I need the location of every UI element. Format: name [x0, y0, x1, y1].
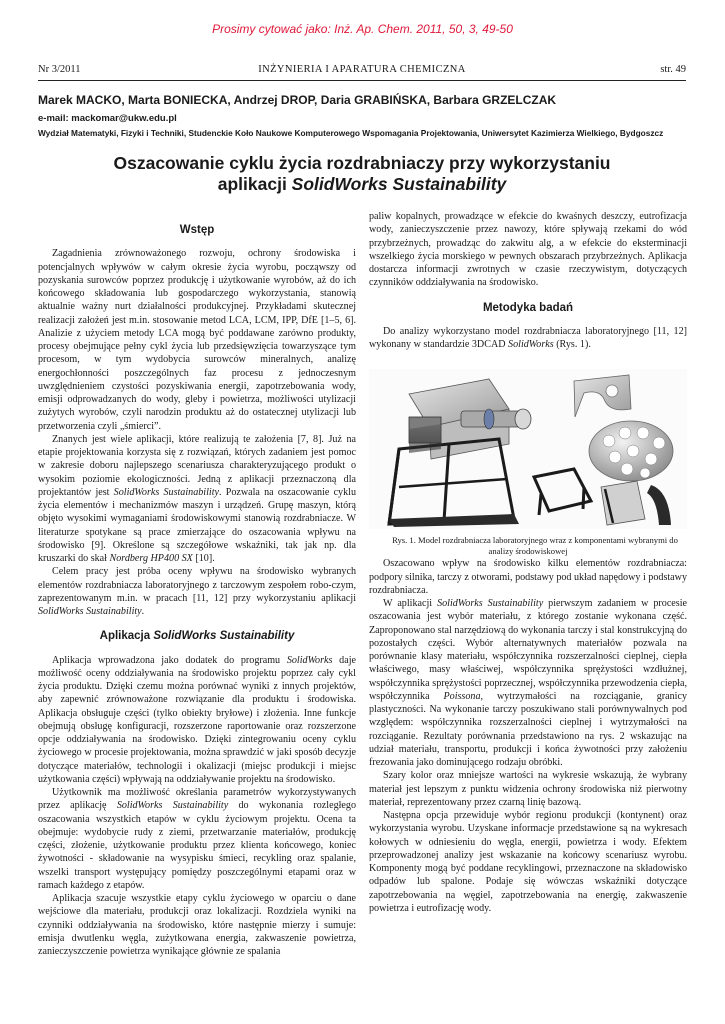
res-p2-part-b: pierwszym zadaniem w procesie oszacowania jest wybór materiału, z którego zostanie wykonana część. Zaproponowano stal narzędziową do wykonania tarczy i stal konstrukcyjną do pozostałych części. Wybór alternatywnych materiałów pozwala na porównanie klasy materiału, współczynnika rozszerzalności cieplnej, ciepła właściwego, masy właściwej, współczynnika sprężystości wzdłużnej, współczynnika sprężystości poprzecznej, współczynnika przewodzenia ciepła, współczynnika [369, 598, 687, 702]
results-paragraph-3: Szary kolor oraz mniejsze wartości na wykresie wskazują, że wybrany materiał jest lepszym z punktu widzenia ochrony środowiska niż pierwotny materiał, reprezentowany przez czarną linię bazową. [369, 770, 687, 808]
title-line-1: Oszacowanie cyklu życia rozdrabniaczy przy wykorzystaniu [113, 153, 611, 173]
intro-paragraph-3 [38, 565, 356, 618]
method-p1-part-b: (Rys. 1). [553, 339, 591, 350]
results-paragraph-2 [369, 597, 687, 769]
app-p2-part-a: Użytkownik ma możliwość określania parametrów wykorzystywanych przez aplikację [38, 787, 356, 812]
component-perforated-disc [589, 421, 673, 481]
app-p2-part-b: do wykonania rozległego oszacowania wszystkich etapów w cyklu życiowym projektu. Ocena ta obejmuje: wydobycie rudy z ziemi, przetwarzanie materiałów, produkcję części, złożenie, użytkowanie produktu przez klienta końcowego, koniec żywotności - składowanie na wysypisku śmieci, recykling oraz spalanie, wszelki transport występujący pomiędzy poszczególnymi etapami oraz w ramach każdego z etapów. [38, 800, 356, 891]
app-paragraph-1 [38, 654, 356, 787]
intro-p2-part-c: [10]. [192, 553, 215, 564]
res-p2-emphasis: SolidWorks Sustainability [437, 598, 544, 609]
page-number: str. 49 [660, 64, 686, 75]
component-motor-bracket [574, 375, 631, 417]
right-column [369, 210, 687, 915]
app-p2-emphasis: SolidWorks Sustainability [116, 800, 229, 812]
app-paragraph-3: Aplikacja szacuje wszystkie etapy cyklu życiowego w oparciu o dane wejściowe dla materiału, produkcji oraz lokalizacji. Rozdziela wyniki na czynniki oddziaływania na środowisko, które następnie mierzy i sumuje: emisja dwutlenku węgla, zużytkowana energia, zakwaszenie powietrza, zanieczyszczenie powietrza wynikające głównie ze spalania [38, 893, 356, 957]
intro-p2-part-a: Znanych jest wiele aplikacji, które realizują te założenia [7, 8]. Już na etapie projektowania korzysta się z rozwiązań, których zadaniem jest pomoc w zakresie doboru najlepszego scenariusza charakteryzującego produkt o wysokim poziomie ekologiczności. Jedną z aplikacji przeznaczoną dla projektantów jest [38, 433, 356, 498]
running-header [38, 64, 686, 78]
intro-p3-part-b: . [141, 606, 145, 617]
app-p1-part-a: Aplikacja wprowadzona jako dodatek do programu [52, 654, 287, 666]
header-rule [38, 80, 686, 81]
email[interactable]: e-mail: mackomar@ukw.edu.pl [38, 113, 177, 124]
citation-note: Prosimy cytować jako: Inż. Ap. Chem. 2011, 50, 3, 49-50 [212, 22, 513, 36]
app-paragraph-2 [38, 786, 356, 892]
res-p2-part-c: , wytrzymałości na rozciąganie, granicy plastyczności. Na wykonanie tarczy poszukiwano stali porównywalnych pod względem: współczynnika rozszerzalności cieplnej i wytrzymałości na rozciąganie. Rezultaty porównania przedstawiono na rys. 2 wskazując na udział materiału, transportu, produkcji i końca żywotności przy założeniu frezowania jako dominującego rodzaju obróbki. [369, 690, 687, 768]
heading-methodology: Metodyka badań [482, 301, 574, 314]
intro-p2-part-b: . Pozwala na oszacowanie cyklu życia elementów i mechanizmów maszyn i urządzeń. Grupę maszyn, którą objęto wysokimi wymaganiami środowiskowymi stanowią rozdrabniacze. W literaturze spotykane są prace zmierzające do oszacowania wpływu na środowisko [9]. Określone są szczegółowe wskaźniki, tak jak np. dla kruszarki do skał [38, 486, 357, 564]
intro-p2-emphasis: SolidWorks Sustainability [113, 486, 219, 498]
issue-number: Nr 3/2011 [38, 64, 81, 75]
intro-p3-emphasis: SolidWorks Sustainability [38, 606, 142, 617]
journal-name: INŻYNIERIA I APARATURA CHEMICZNA [258, 64, 466, 75]
intro-paragraph-1: Zagadnienia zrównoważonego rozwoju, ochrony środowiska i potencjalnych wpływów w całym okresie życia wyrobu, począwszy od pozyskania surowców poprzez produkcję i użytkowanie wyrobów, aż do ich końcowego składowania lub gospodarczego wykorzystania, stanowią aktualnie ważny nurt działalności produkcyjnej. Przykładami skutecznej realizacji założeń jest m.in. stosowanie metod LCA, LCM, IPP, DfE [1–5, 6]. Analizie z użyciem metody LCA mogą być poddawane zarówno produkty, procesy obejmujące pełny cykl życia lub przedsięwzięcia towarzyszące tym procesom, w tym wydobycia surowców mineralnych, analizę energochłonności poszczególnych faz procesu z jednoczesnym uwzględnieniem czystości pozyskiwania energii, zapotrzebowania wody, emisji odprowadzanych do wody, gleby i powietrza, możliwości utylizacji zużytych wyrobów, czyli narodzin produktu aż do ostatecznej utylizacji lub przetworzenia czyli „śmierci”. [38, 248, 356, 432]
affiliation: Wydział Matematyki, Fizyki i Techniki, Studenckie Koło Naukowe Komputerowego Wspomagania Projektowania, Uniwersytet Kazimierza Wielkiego, Bydgoszcz [38, 128, 664, 138]
figure-1-shredder-model [369, 369, 687, 529]
paper-title [38, 153, 686, 195]
method-p1-part-a: Do analizy wykorzystano model rozdrabniacza laboratoryjnego [11, 12] wykonany w standardzie 3DCAD [369, 325, 687, 350]
title-line-2-prefix: aplikacji [217, 174, 292, 194]
intro-p2-emphasis-2: Nordberg HP400 SX [109, 553, 193, 564]
res-p2-emphasis-2: Poissona [443, 690, 481, 702]
authors: Marek MACKO, Marta BONIECKA, Andrzej DROP, Daria GRABIŃSKA, Barbara GRZELCZAK [38, 93, 557, 107]
intro-paragraph-2 [38, 433, 356, 566]
title-line-2-emphasis: SolidWorks Sustainability [291, 174, 507, 194]
method-p1-emphasis: SolidWorks [508, 339, 554, 350]
heading-introduction: Wstęp [179, 224, 215, 236]
heading-application-emphasis: SolidWorks Sustainability [153, 630, 295, 643]
shredder-model-illustration [369, 369, 687, 529]
figure-1-caption: Rys. 1. Model rozdrabniacza laboratoryjnego wraz z komponentami wybranymi do analizy środowiskowej [392, 535, 678, 557]
app-p1-part-b: daje możliwość oceny oddziaływania na środowisko projektu poprzez cały cykl życia produktu. Dzięki czemu można porównać wyniki z innych projektów, aby zapewnić zrównoważone rozwiązanie dla produktu i środowiska. Aplikacja obsługuje części (tylko obiekty bryłowe) i złożenia. Inne funkcje obejmują obsługę konfiguracji, rozszerzone raportowanie oraz rozszerzone opcje oddziaływania na środowisko. Dzięki zintegrowaniu oceny cyklu życiowego w procesie projektowania, można sprawdzić w jaki sposób decyzje dotyczące materiałów, technologii i okalizacji (miejsc produkcji i miejsc użytkowania części) wpływają na oddziaływanie projektu na środowisko. [38, 654, 356, 785]
right-paragraph-continued: paliw kopalnych, prowadzące w efekcie do kwaśnych deszczy, eutrofizacja wody, zanieczyszczenie przez nawozy, które spływają rzekami do wód przybrzeżnych, prowadząc do zakwitu alg, a w efekcie do eksterminacji wszelkiego życia morskiego w pewnych obszarach przybrzeżnych. Aplikacja dostarcza informacji zwrotnych w czasie rzeczywistym, dotyczących czynników oddziaływania na środowisko. [369, 211, 687, 289]
app-p1-emphasis: SolidWorks [286, 654, 333, 666]
shredder-assembly [389, 379, 531, 527]
component-drive-base [534, 469, 591, 515]
left-column [38, 210, 356, 958]
res-p2-part-a: W aplikacji [383, 598, 438, 609]
heading-application-prefix: Aplikacja [99, 630, 154, 643]
method-paragraph-1 [369, 325, 687, 352]
component-shredder-base [601, 481, 671, 525]
results-paragraph-1: Oszacowano wpływ na środowisko kilku elementów rozdrabniacza: podpory silnika, tarczy z otworami, podstawy pod układ napędowy i podstawy rozdrabniacza. [369, 558, 687, 596]
intro-p3-part-a: Celem pracy jest próba oceny wpływu na środowisko wybranych elementów rozdrabniacza laboratoryjnego z tarczowym zespołem robo-czym, zaprezentowanym m.in. w pracach [11, 12] przy wykorzystaniu aplikacji [38, 566, 356, 604]
heading-application [38, 630, 356, 643]
results-paragraph-4: Następna opcja przewiduje wybór regionu produkcji (kontynent) oraz wykorzystania wyrobu. Uzyskane informacje przedstawione są na wykresach kołowych w odniesieniu do węgla, energii, powietrza i wody. Efektem przeprowadzonej analizy jest wskazanie na końcowy scenariusz wyrobu. Komponenty mogą być poddane recyklingowi, przeznaczone na składowisko odpadów lub spalone. Podaje się wówczas wskaźniki dotyczące zapotrzebowania na węgiel, zapotrzebowania na energię, zakwaszenie powietrza i eutrofizację wody. [369, 810, 687, 914]
title-line-2 [38, 174, 686, 195]
